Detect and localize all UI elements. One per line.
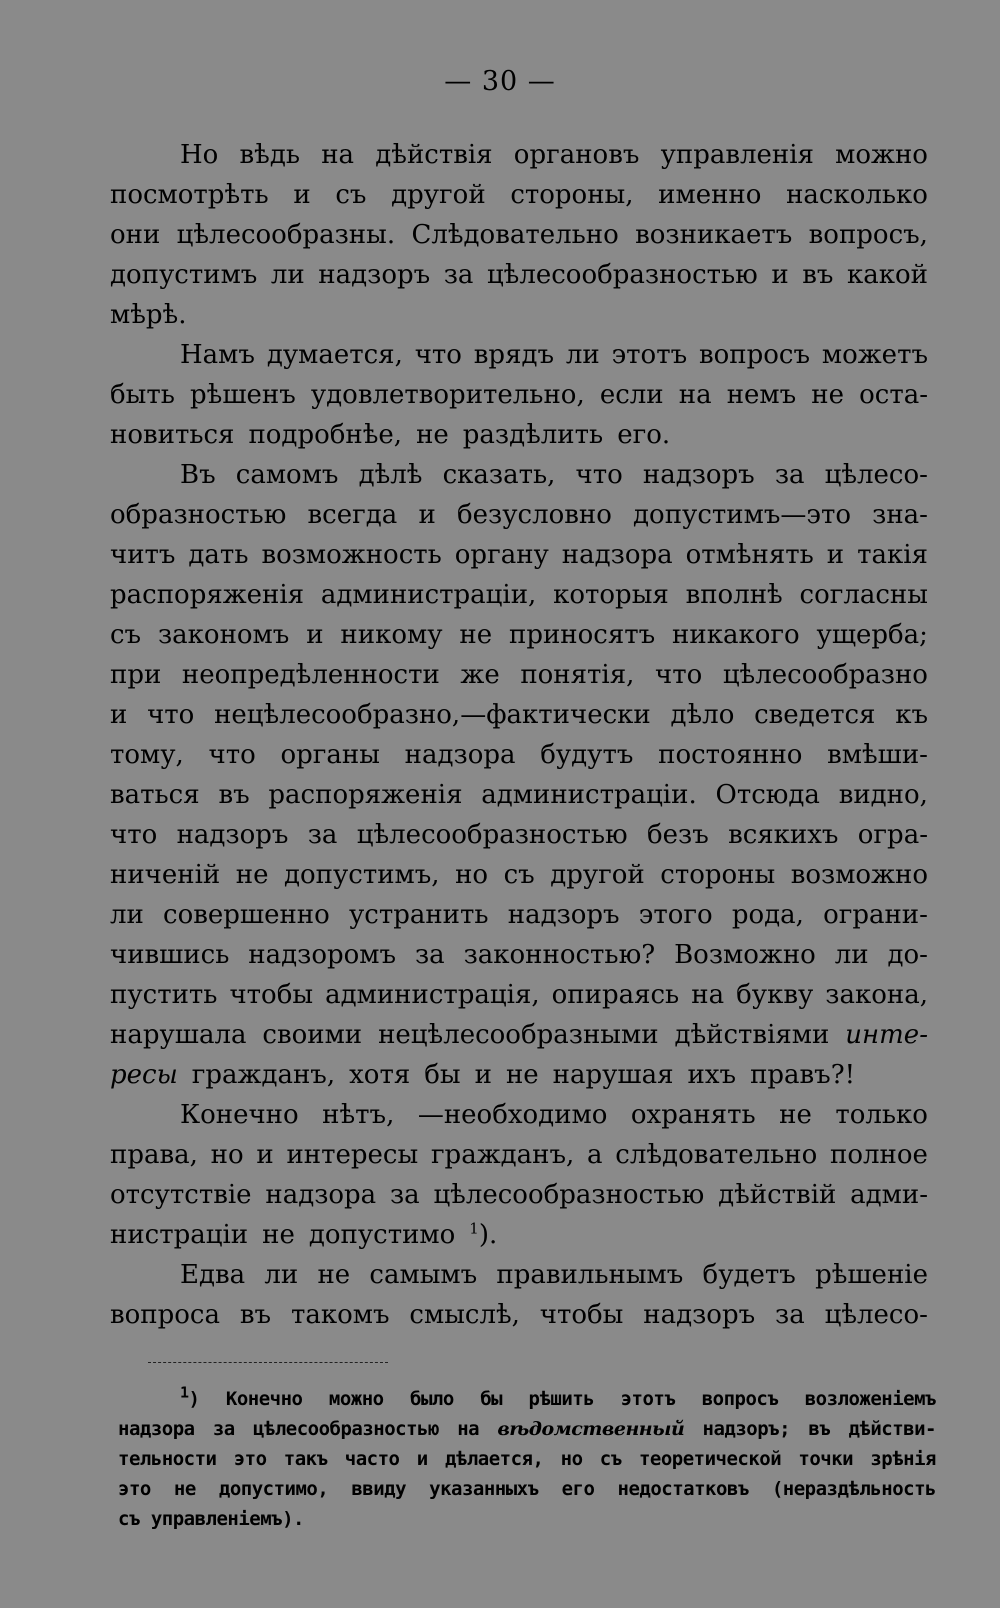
text-line: Едва ли не самымъ правильнымъ будетъ рѣшеніе [180,1260,928,1290]
text-line: ваться въ распоряженія администраціи. Отсюда видно, [110,780,928,810]
text-line: Въ самомъ дѣлѣ сказать, что надзоръ за цѣлесо- [180,460,928,490]
text-line: читъ дать возможность органу надзора отмѣнять и такія [110,540,928,570]
text-line: Но вѣдь на дѣйствія органовъ управленія можно [180,140,928,170]
text-line: пустить чтобы администрація, опираясь на букву закона, [110,980,928,1010]
text-line: тому, что органы надзора будутъ постоянно вмѣши- [110,740,928,770]
text-line: мѣрѣ. [110,300,187,330]
footnote-line: надзора за цѣлесообразностью на вѣдомственный надзоръ; въ дѣйстви- [118,1418,936,1440]
text-line: при неопредѣленности же понятія, что цѣлесообразно [110,660,928,690]
text-line: нарушала своими нецѣлесообразными дѣйствіями инте- [110,1020,928,1050]
footnote-line: $^1$) Конечно можно было бы рѣшить этотъ вопросъ возложеніемъ [180,1383,936,1410]
text-line: ниченій не допустимъ, но съ другой стороны возможно [110,860,928,890]
text-line: что надзоръ за цѣлесообразностью безъ всякихъ огра- [110,820,928,850]
footnote-separator [148,1362,388,1363]
text-line: распоряженія администраціи, которыя вполнѣ согласны [110,580,928,610]
text-line: чившись надзоромъ за законностью? Возможно ли до- [110,940,928,970]
text-line: ресы гражданъ, хотя бы и не нарушая ихъ правъ?! [110,1060,856,1090]
text-line: съ закономъ и никому не приносятъ никакого ущерба; [110,620,928,650]
page-number: — 30 — [444,66,556,97]
text-line: Конечно нѣтъ, —необходимо охранять не только [180,1100,928,1130]
text-line: и что нецѣлесообразно,—фактически дѣло сведется къ [110,700,928,730]
text-line: быть рѣшенъ удовлетворительно, если на немъ не оста- [110,380,928,410]
body-text [110,135,928,1335]
text-line: ли совершенно устранить надзоръ этого рода, ограни- [110,900,928,930]
text-line: нистраціи не допустимо $^1$). [110,1219,498,1250]
text-line: вопроса въ такомъ смыслѣ, чтобы надзоръ за цѣлесо- [110,1300,928,1330]
footnote-line: тельности это такъ часто и дѣлается, но съ теоретической точки зрѣнія [118,1448,936,1470]
text-line: они цѣлесообразны. Слѣдовательно возникаетъ вопросъ, [110,220,928,250]
text-line: новиться подробнѣе, не раздѣлить его. [110,420,671,450]
text-line: права, но и интересы гражданъ, а слѣдовательно полное [110,1140,928,1170]
footnote-line: это не допустимо, ввиду указанныхъ его недостатковъ (нераздѣльность [118,1478,936,1500]
text-line: отсутствіе надзора за цѣлесообразностью дѣйствій адми- [110,1180,928,1210]
text-line: посмотрѣть и съ другой стороны, именно насколько [110,180,928,210]
text-line: допустимъ ли надзоръ за цѣлесообразностью и въ какой [110,260,928,290]
text-line: образностью всегда и безусловно допустимъ—это зна- [110,500,928,530]
footnote-line: съ управленіемъ). [118,1508,304,1530]
text-line: Намъ думается, что врядъ ли этотъ вопросъ можетъ [180,340,928,370]
footnote [118,1384,936,1534]
